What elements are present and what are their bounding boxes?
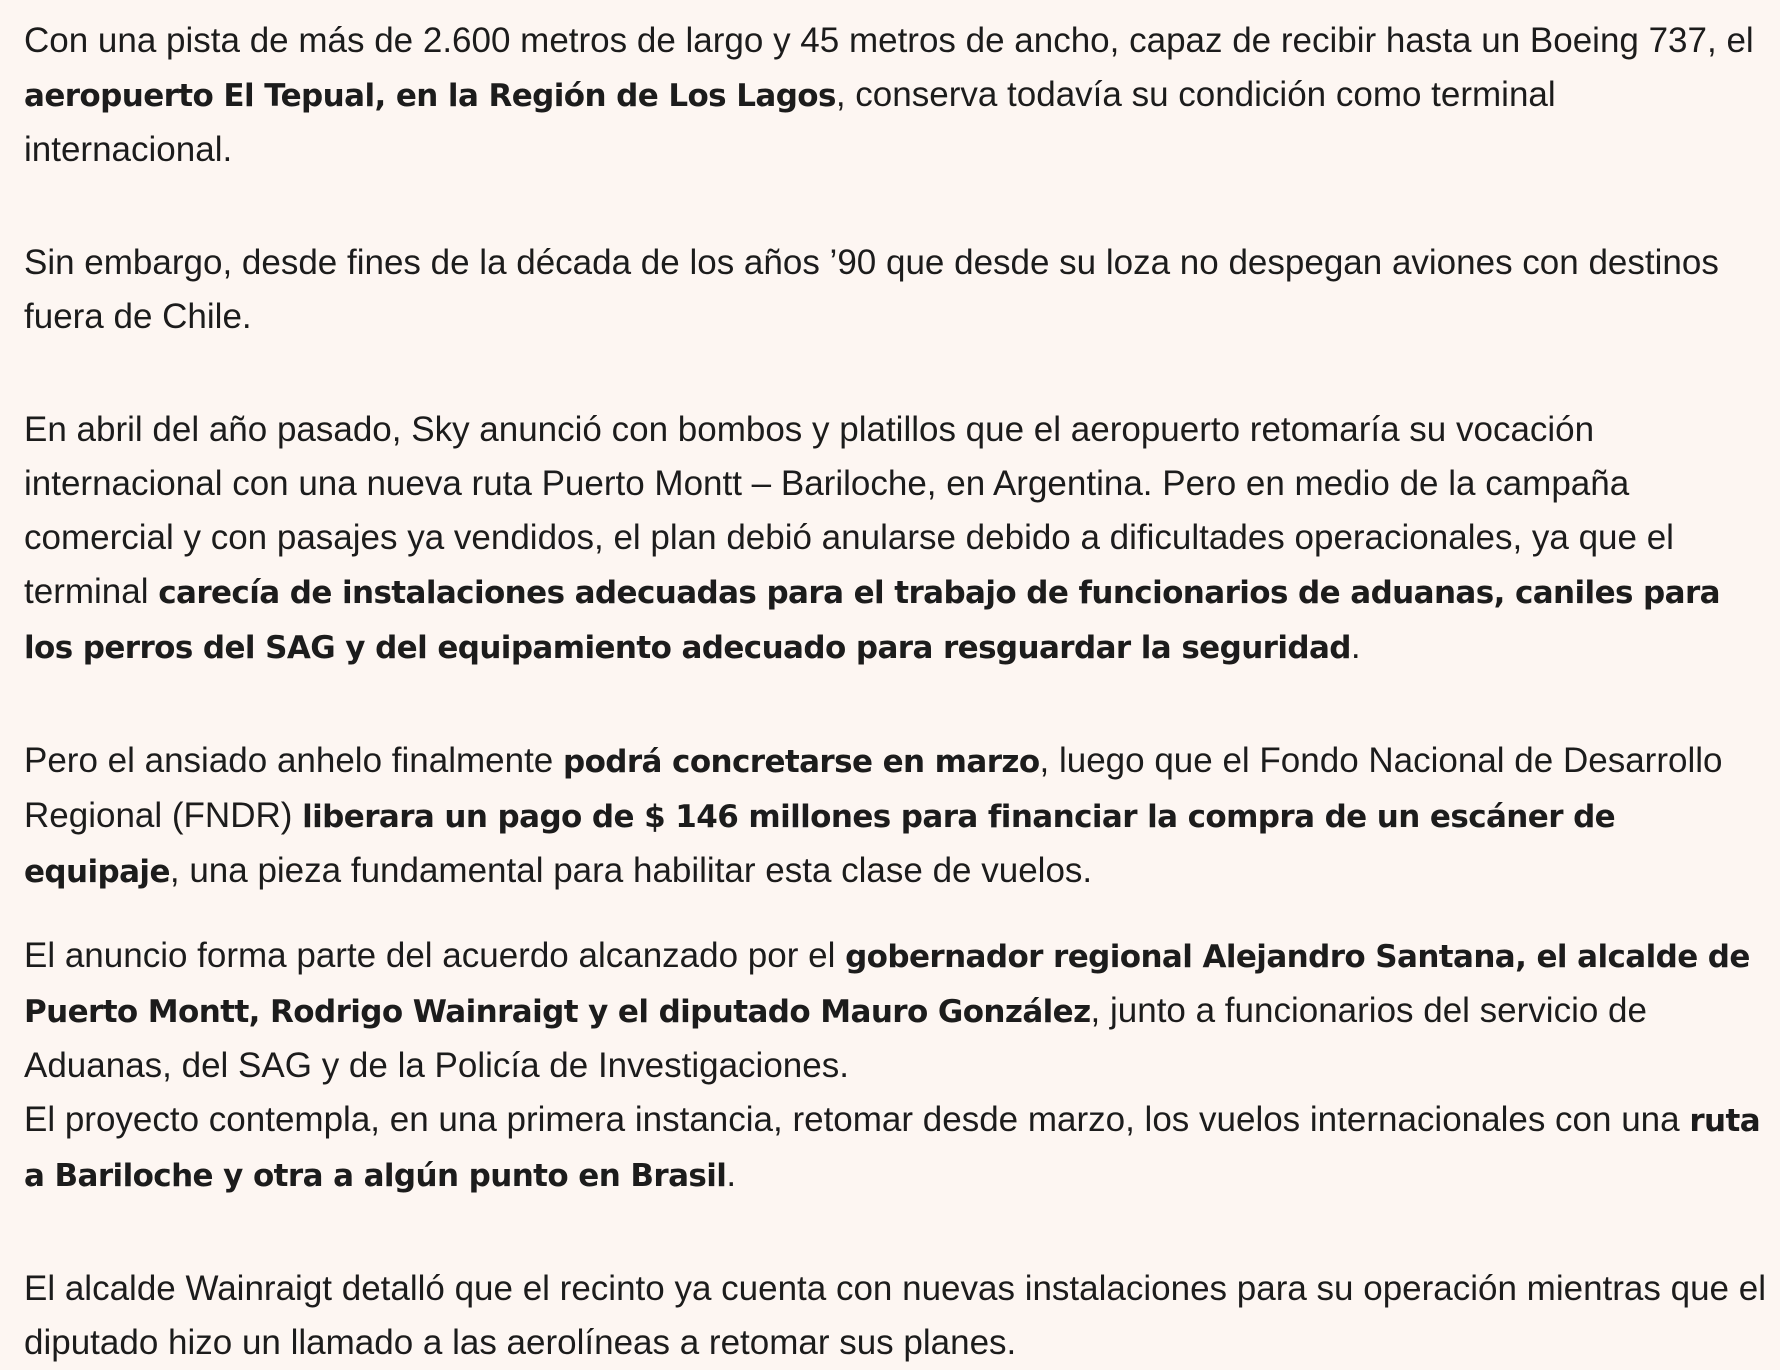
- paragraph-spacer: [24, 1203, 1769, 1262]
- paragraph-agreement: [24, 929, 1769, 1093]
- paragraph-spacer: [24, 177, 1769, 236]
- bold-text: aeropuerto El Tepual, en la Región de Los Lagos: [24, 78, 836, 114]
- bold-text: liberara un pago de $ 146 millones para financiar la compra de un escáner de equipaje: [24, 799, 1616, 890]
- paragraph-no-flights: [24, 236, 1769, 344]
- bold-text: carecía de instalaciones adecuadas para el trabajo de funcionarios de aduanas, caniles para los perros del SAG y del equipamiento adecuado para resguardar la seguridad: [24, 575, 1720, 666]
- text: , luego que el Fondo Nacional de Desarrollo Regional (FNDR): [24, 741, 1723, 835]
- bold-text: podrá concretarse en marzo: [562, 744, 1040, 780]
- text: , junto a funcionarios del servicio de Aduanas, del SAG y de la Policía de Investigaciones.: [24, 991, 1647, 1085]
- text: .: [1350, 627, 1361, 666]
- paragraph-spacer: [24, 675, 1769, 734]
- paragraph-spacer: [24, 344, 1769, 403]
- paragraph-mayor-statement: [24, 1262, 1769, 1370]
- text: En abril del año pasado, Sky anunció con bombos y platillos que el aeropuerto retomaría su vocación internacional con una nueva ruta Puerto Montt – Bariloche, en Argentina. Pero en medio de la campaña comercial y con pasajes ya vendidos, el plan debió anularse debido a dificultades operacionales, ya que el terminal: [24, 410, 1674, 611]
- text: , conserva todavía su condición como terminal internacional.: [24, 75, 1556, 169]
- text: Pero el ansiado anhelo finalmente: [24, 741, 563, 780]
- text: .: [726, 1155, 737, 1194]
- text: El proyecto contempla, en una primera instancia, retomar desde marzo, los vuelos internacionales con una: [24, 1100, 1690, 1139]
- paragraph-project-routes: [24, 1093, 1769, 1203]
- article-body: [24, 14, 1769, 1370]
- bold-text: ruta a Bariloche y otra a algún punto en Brasil: [24, 1103, 1761, 1194]
- text: , una pieza fundamental para habilitar esta clase de vuelos.: [169, 851, 1093, 890]
- text: Sin embargo, desde fines de la década de los años ’90 que desde su loza no despegan aviones con destinos fuera de Chile.: [24, 243, 1719, 336]
- paragraph-fndr-funding: [24, 734, 1769, 899]
- text: Con una pista de más de 2.600 metros de largo y 45 metros de ancho, capaz de recibir hasta un Boeing 737, el: [24, 21, 1754, 60]
- paragraph-runway: [24, 14, 1769, 177]
- paragraph-sky-announcement: [24, 403, 1769, 675]
- text: El anuncio forma parte del acuerdo alcanzado por el: [24, 936, 846, 975]
- bold-text: gobernador regional Alejandro Santana, el alcalde de Puerto Montt, Rodrigo Wainraigt y el diputado Mauro González: [24, 939, 1750, 1030]
- text: El alcalde Wainraigt detalló que el recinto ya cuenta con nuevas instalaciones para su operación mientras que el diputado hizo un llamado a las aerolíneas a retomar sus planes.: [24, 1269, 1766, 1362]
- paragraph-spacer: [24, 899, 1769, 929]
